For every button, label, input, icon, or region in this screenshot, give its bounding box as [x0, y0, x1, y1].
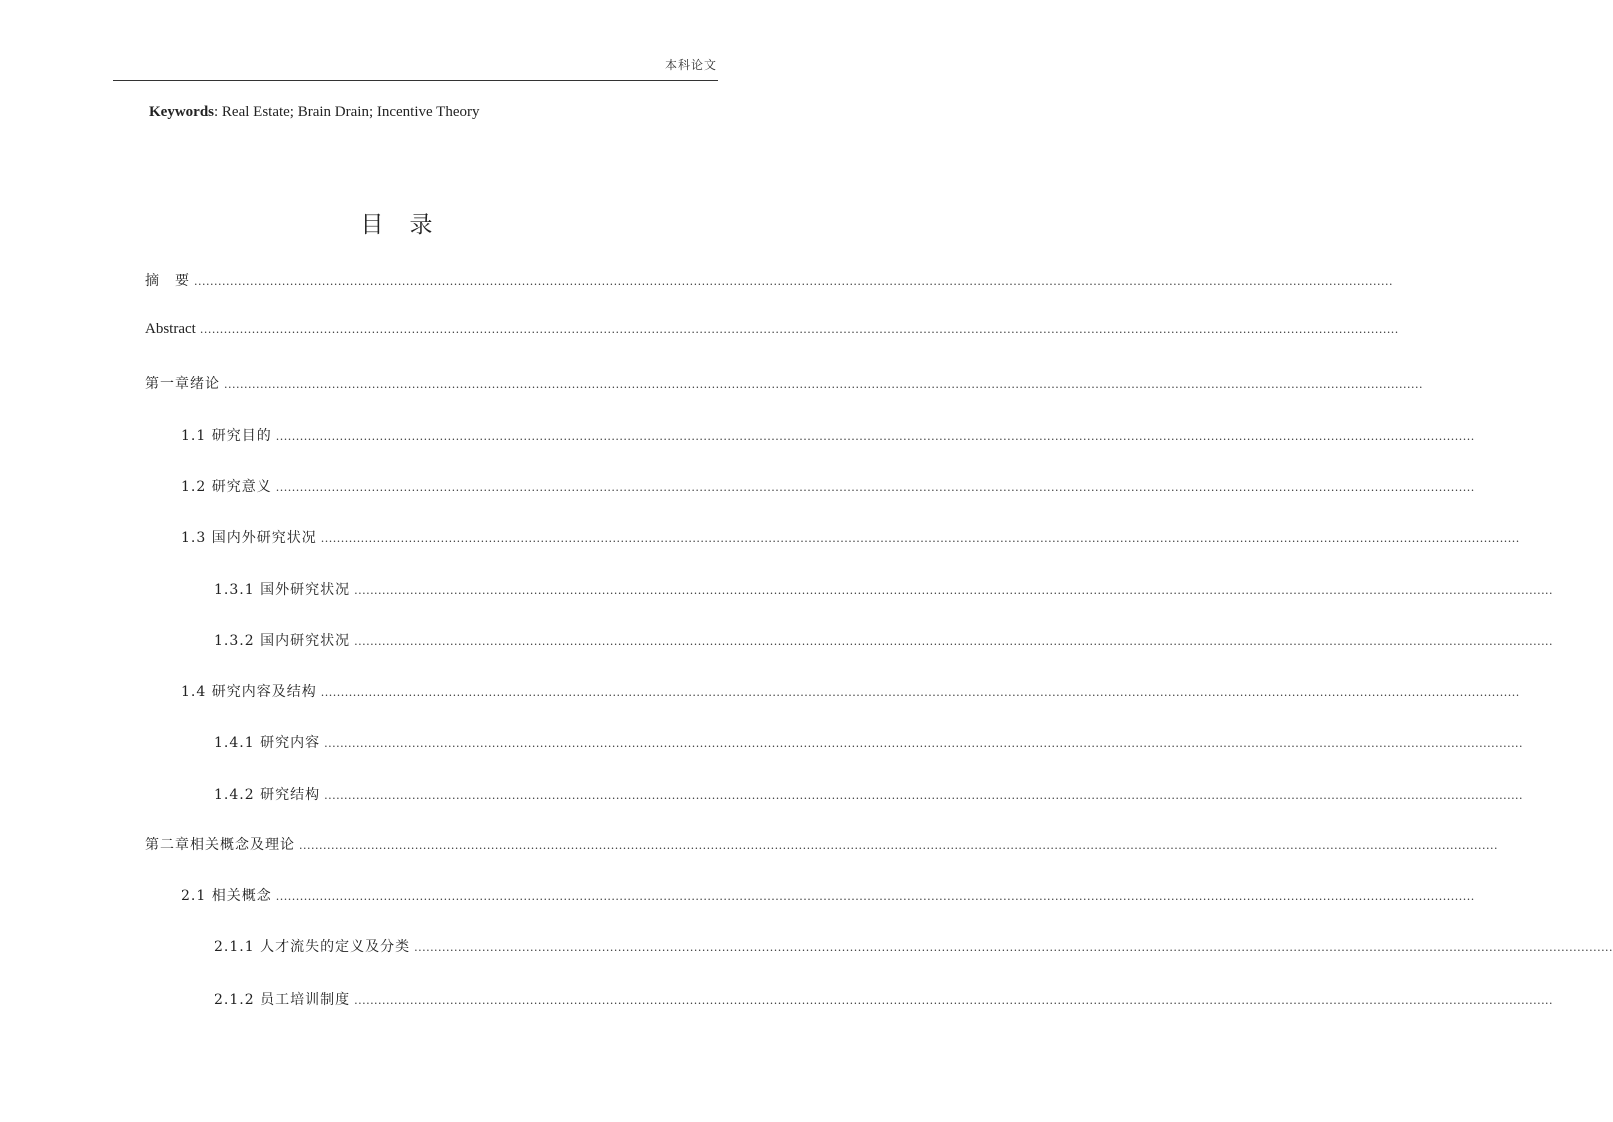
toc-dot-leader: ............................................................................................................................................................................................................................................................................................................: [275, 890, 1475, 903]
toc-entry-1-3-1[interactable]: [214, 579, 1554, 599]
toc-dot-leader: ............................................................................................................................................................................................................................................................................................................: [354, 635, 1554, 648]
toc-entry-2-1-2[interactable]: [214, 989, 1554, 1009]
toc-entry-2-1[interactable]: [181, 885, 1475, 905]
toc-entry-1-4-2[interactable]: [214, 784, 1524, 804]
toc-entry-1-1[interactable]: [181, 425, 1475, 445]
toc-dot-leader: ............................................................................................................................................................................................................................................................................................................: [275, 481, 1475, 494]
toc-entry-label: 1.3 国内外研究状况: [181, 530, 317, 546]
header-rule: [113, 80, 718, 81]
toc-dot-leader: ............................................................................................................................................................................................................................................................................................................: [354, 994, 1554, 1007]
toc-dot-leader: ............................................................................................................................................................................................................................................................................................................: [354, 584, 1554, 597]
toc-entry-label: 1.4.1 研究内容: [214, 735, 321, 751]
toc-entry-abstract-en[interactable]: [145, 321, 1399, 341]
toc-entry-1-3[interactable]: [181, 527, 1520, 547]
toc-entry-label: 1.2 研究意义: [181, 479, 272, 495]
toc-entry-label: Abstract: [145, 321, 196, 337]
toc-entry-1-4[interactable]: [181, 681, 1520, 701]
keywords-label: Keywords: [149, 104, 214, 120]
toc-dot-leader: ............................................................................................................................................................................................................................................................................................................: [224, 378, 1423, 391]
toc-dot-leader: ............................................................................................................................................................................................................................................................................................................: [299, 839, 1498, 852]
toc-title: 目录: [360, 212, 459, 238]
toc-entry-1-2[interactable]: [181, 476, 1475, 496]
toc-entry-1-3-2[interactable]: [214, 630, 1554, 650]
toc-dot-leader: ............................................................................................................................................................................................................................................................................................................: [414, 941, 1613, 954]
toc-entry-chapter-2[interactable]: [145, 834, 1498, 854]
toc-entry-label: 摘 要: [145, 273, 190, 289]
keywords-separator: :: [214, 104, 222, 120]
toc-dot-leader: ............................................................................................................................................................................................................................................................................................................: [324, 737, 1524, 750]
toc-entry-label: 2.1 相关概念: [181, 888, 272, 904]
toc-dot-leader: ............................................................................................................................................................................................................................................................................................................: [320, 532, 1520, 545]
toc-entry-chapter-1[interactable]: [145, 373, 1423, 393]
running-header: 本科论文: [664, 58, 717, 72]
toc-entry-label: 1.3.2 国内研究状况: [214, 633, 351, 649]
toc-entry-2-1-1[interactable]: [214, 936, 1613, 956]
toc-entry-label: 1.3.1 国外研究状况: [214, 582, 351, 598]
toc-dot-leader: ............................................................................................................................................................................................................................................................................................................: [199, 323, 1399, 336]
toc-entry-abstract-cn[interactable]: [145, 270, 1393, 290]
toc-entry-label: 1.4.2 研究结构: [214, 787, 321, 803]
keywords-line: [149, 104, 479, 121]
toc-entry-label: 1.1 研究目的: [181, 428, 272, 444]
keywords-text: Real Estate; Brain Drain; Incentive Theory: [221, 104, 480, 120]
toc-entry-label: 1.4 研究内容及结构: [181, 684, 317, 700]
toc-entry-label: 第一章绪论: [145, 376, 220, 392]
toc-dot-leader: ............................................................................................................................................................................................................................................................................................................: [275, 430, 1475, 443]
toc-dot-leader: ............................................................................................................................................................................................................................................................................................................: [324, 789, 1524, 802]
toc-dot-leader: ............................................................................................................................................................................................................................................................................................................: [194, 275, 1393, 288]
toc-entry-label: 2.1.2 员工培训制度: [214, 992, 351, 1008]
toc-entry-label: 2.1.1 人才流失的定义及分类: [214, 939, 411, 955]
toc-dot-leader: ............................................................................................................................................................................................................................................................................................................: [320, 686, 1520, 699]
toc-entry-label: 第二章相关概念及理论: [145, 837, 295, 853]
toc-entry-1-4-1[interactable]: [214, 732, 1524, 752]
